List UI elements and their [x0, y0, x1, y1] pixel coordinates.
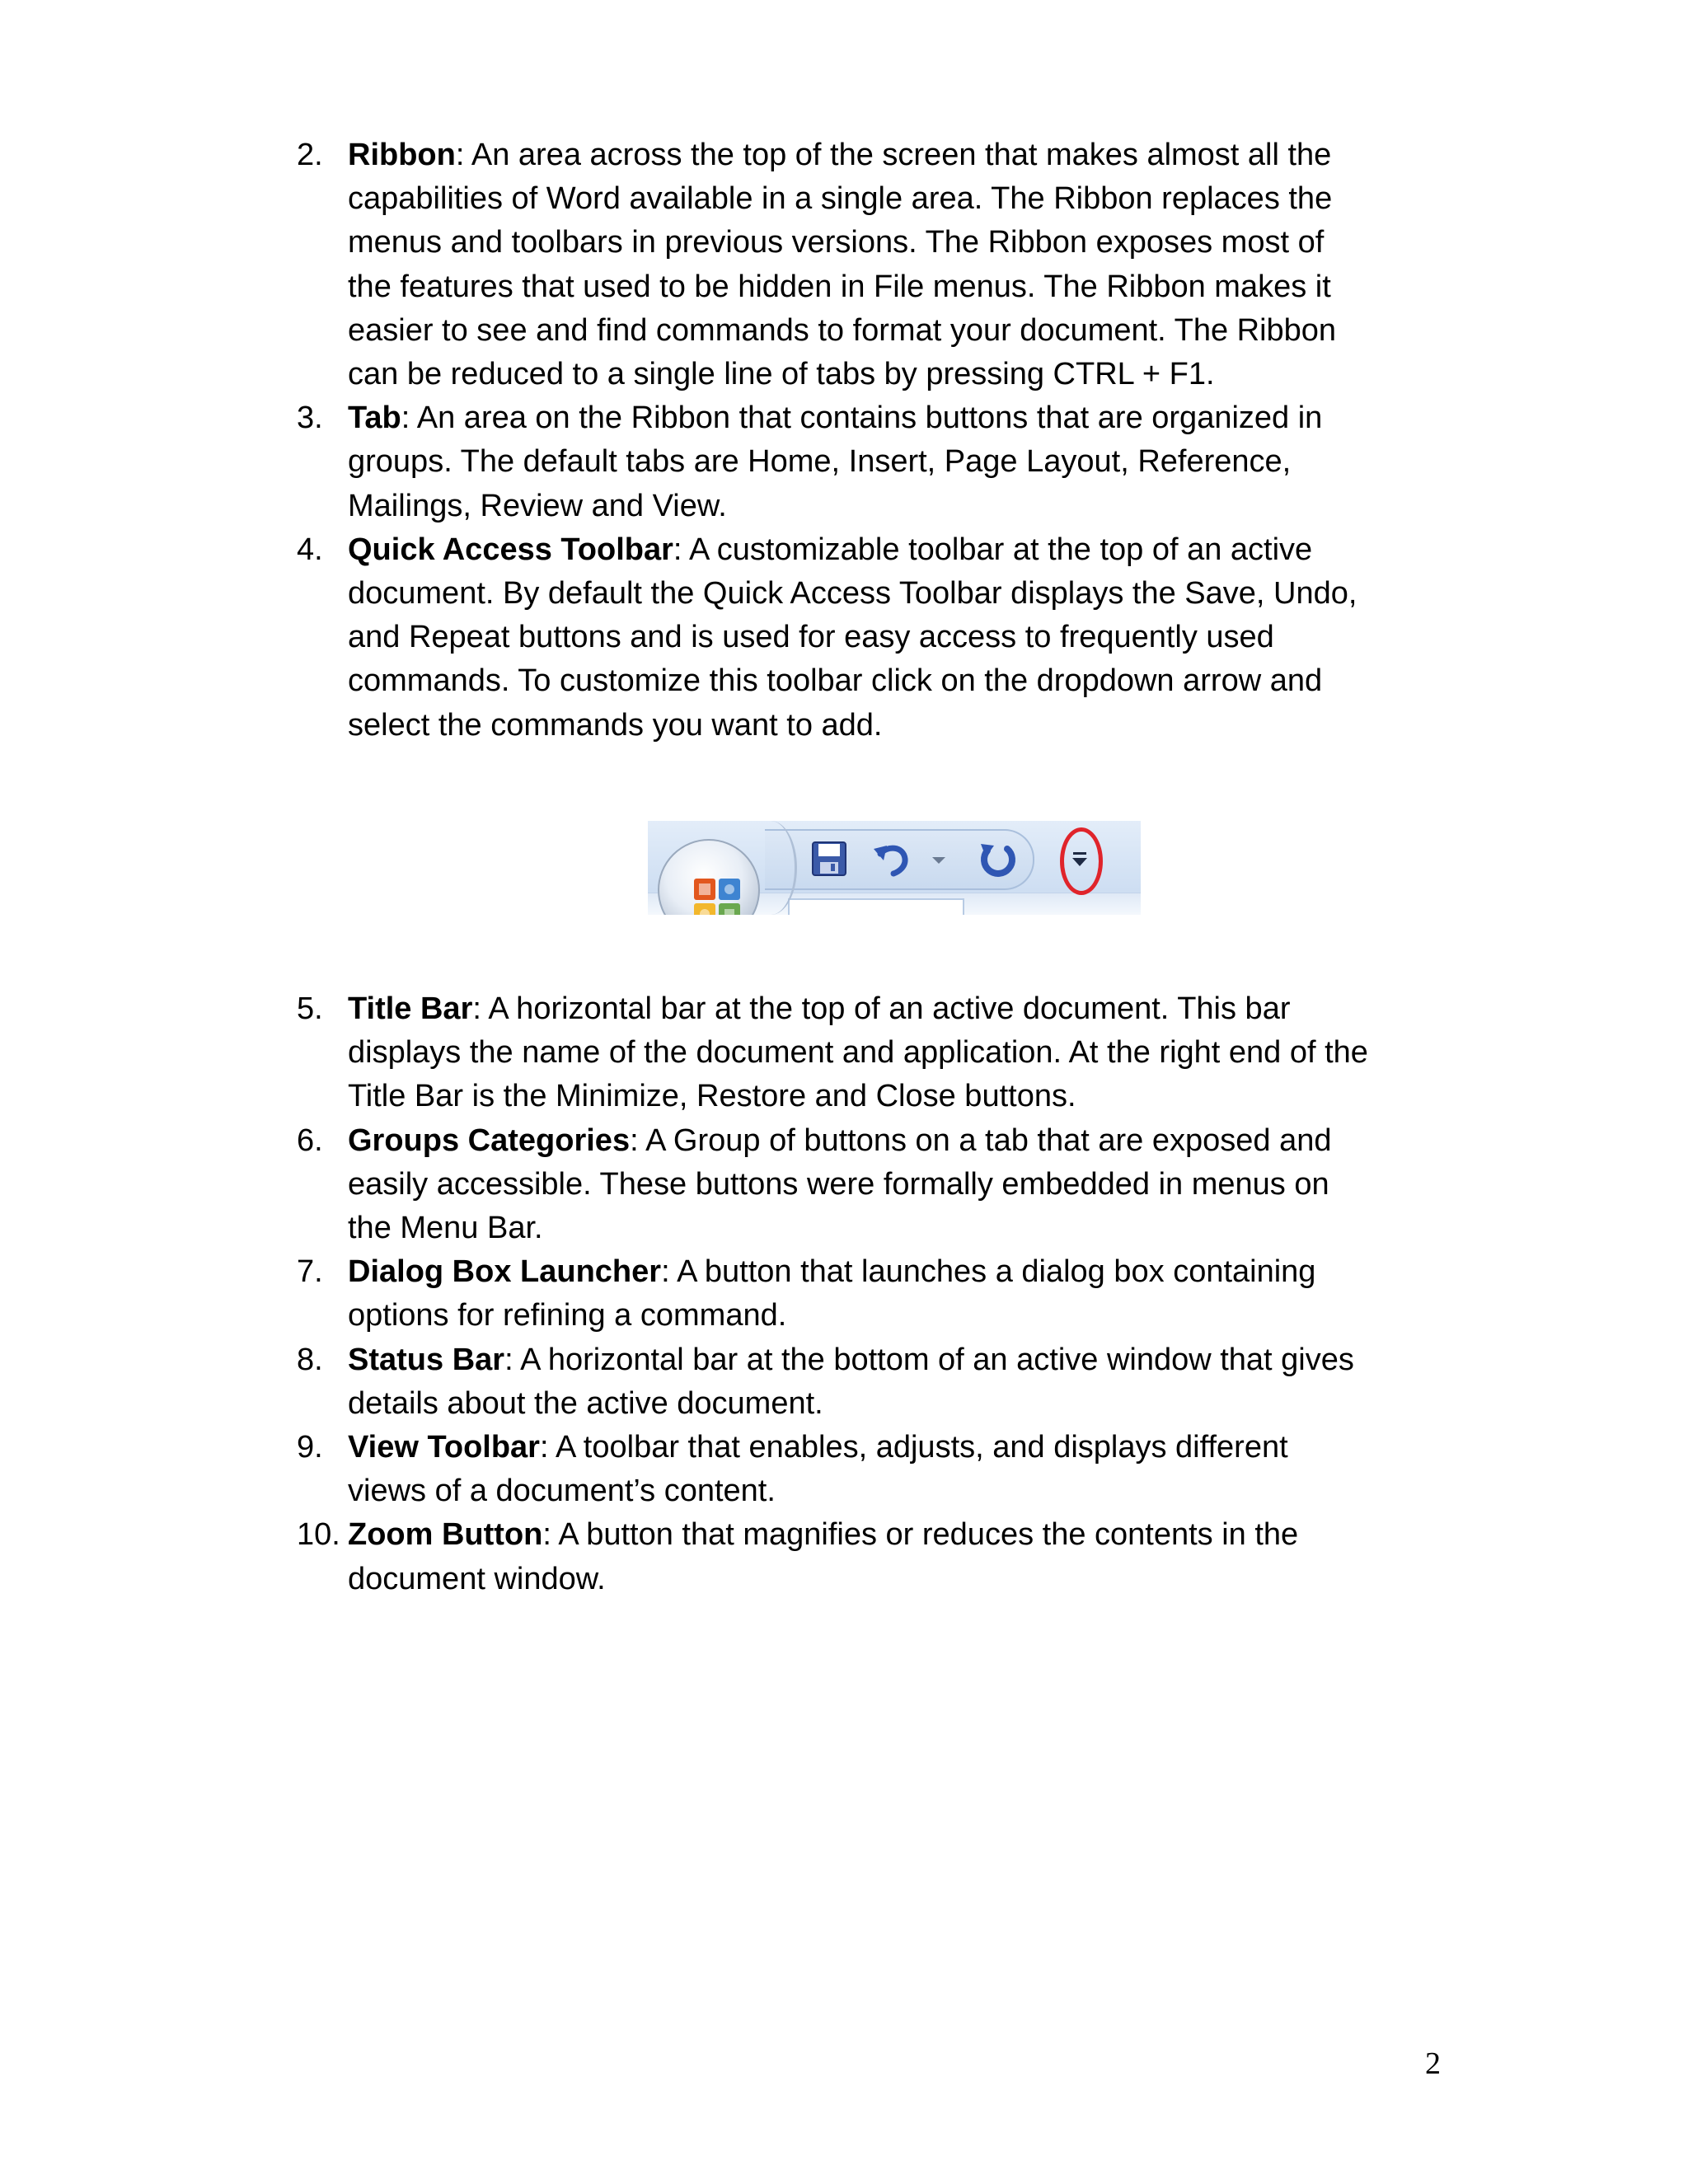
item-line: options for refining a command. [348, 1298, 787, 1333]
item-number: 7. [297, 1254, 323, 1290]
item-line: commands. To customize this toolbar click on the dropdown arrow and [348, 663, 1323, 699]
item-number: 8. [297, 1342, 323, 1377]
office-button-icon [691, 874, 745, 915]
item-line: easier to see and find commands to format your document. The Ribbon [348, 312, 1337, 348]
item-line: and Repeat buttons and is used for easy access to frequently used [348, 620, 1274, 655]
item-line: Title Bar is the Minimize, Restore and Close buttons. [348, 1079, 1076, 1114]
item-line [348, 1119, 1451, 1163]
item-line: can be reduced to a single line of tabs by pressing CTRL + F1. [348, 357, 1215, 392]
item-line [348, 1338, 1451, 1382]
item-line [348, 1250, 1451, 1294]
definition-list-top [297, 134, 1451, 748]
item-number: 3. [297, 401, 323, 436]
item-term: View Toolbar [348, 1430, 540, 1465]
item-number: 5. [297, 991, 323, 1026]
page-number: 2 [1425, 2046, 1441, 2081]
item-text: : A horizontal bar at the top of an active document. This bar [472, 991, 1291, 1026]
item-number: 10. [297, 1517, 340, 1553]
item-number: 2. [297, 138, 323, 172]
office-button[interactable] [658, 839, 760, 915]
item-term: Ribbon [348, 138, 456, 172]
list-item-view-toolbar [297, 1426, 1451, 1513]
list-item-title-bar [297, 987, 1451, 1119]
item-line [348, 134, 1451, 177]
item-text: : A Group of buttons on a tab that are exposed and [630, 1122, 1332, 1158]
item-line: Mailings, Review and View. [348, 488, 727, 523]
undo-icon[interactable] [869, 836, 915, 882]
item-line: details about the active document. [348, 1385, 823, 1421]
item-line: select the commands you want to add. [348, 707, 883, 743]
item-line [348, 396, 1451, 440]
highlight-circle [1060, 827, 1103, 895]
item-line: capabilities of Word available in a single area. The Ribbon replaces the [348, 181, 1333, 217]
item-line [348, 528, 1451, 572]
undo-dropdown-icon[interactable] [928, 836, 950, 882]
item-line: easily accessible. These buttons were formally embedded in menus on [348, 1166, 1329, 1202]
item-line: menus and toolbars in previous versions. The Ribbon exposes most of [348, 225, 1325, 260]
item-line: document window. [348, 1561, 606, 1596]
list-item-zoom-button [297, 1513, 1451, 1601]
item-line: views of a document’s content. [348, 1474, 776, 1509]
item-term: Status Bar [348, 1342, 505, 1377]
list-item-status-bar [297, 1338, 1451, 1426]
item-term: Zoom Button [348, 1517, 543, 1553]
list-item-dialog-box-launcher [297, 1250, 1451, 1338]
repeat-icon[interactable] [974, 836, 1020, 882]
item-number: 4. [297, 532, 323, 567]
item-term: Dialog Box Launcher [348, 1254, 662, 1290]
item-term: Title Bar [348, 991, 473, 1026]
item-term: Groups Categories [348, 1122, 631, 1158]
item-line [348, 1426, 1451, 1469]
definition-list-bottom [297, 987, 1451, 1601]
item-text: : An area across the top of the screen that makes almost all the [455, 138, 1332, 172]
item-line [348, 1513, 1451, 1557]
item-term: Quick Access Toolbar [348, 532, 673, 567]
item-line: the features that used to be hidden in File menus. The Ribbon makes it [348, 269, 1331, 304]
item-text: : A horizontal bar at the bottom of an active window that gives [504, 1342, 1354, 1377]
item-text: : A button that launches a dialog box containing [661, 1254, 1316, 1290]
item-text: : A button that magnifies or reduces the contents in the [542, 1517, 1299, 1553]
quick-access-toolbar-image [648, 821, 1141, 915]
item-text: : An area on the Ribbon that contains buttons that are organized in [401, 401, 1323, 436]
item-number: 9. [297, 1430, 323, 1465]
list-item-quick-access-toolbar [297, 528, 1451, 748]
item-line: groups. The default tabs are Home, Insert, Page Layout, Reference, [348, 444, 1292, 480]
item-line: the Menu Bar. [348, 1211, 543, 1246]
item-text: : A customizable toolbar at the top of an active [673, 532, 1313, 567]
item-text: : A toolbar that enables, adjusts, and displays different [539, 1430, 1288, 1465]
list-item-ribbon [297, 134, 1451, 396]
item-line: displays the name of the document and application. At the right end of the [348, 1035, 1368, 1071]
item-number: 6. [297, 1122, 323, 1158]
list-item-tab [297, 396, 1451, 528]
item-line: document. By default the Quick Access Toolbar displays the Save, Undo, [348, 576, 1357, 612]
item-term: Tab [348, 401, 401, 436]
ribbon-tab-edge [788, 898, 964, 915]
list-item-groups-categories [297, 1119, 1451, 1251]
item-line [348, 987, 1451, 1031]
save-icon[interactable] [806, 836, 852, 882]
